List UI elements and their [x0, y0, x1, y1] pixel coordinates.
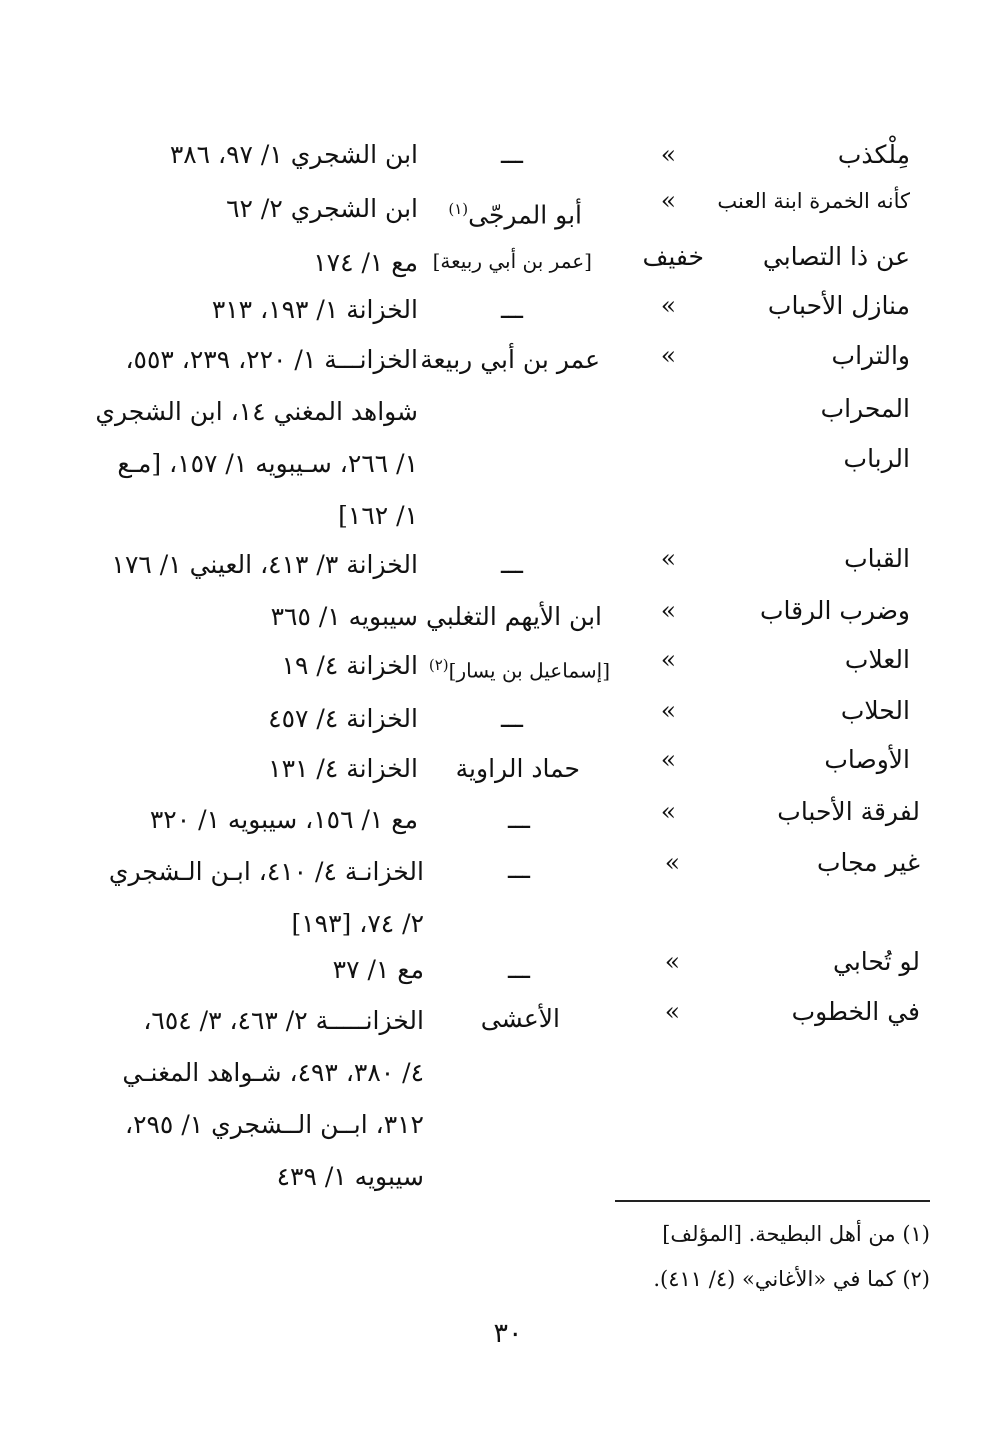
source-cell: مع ١/ ١٧٤ [313, 248, 418, 277]
source-cell [95, 334, 418, 542]
source-cell: مع ١/ ٣٧ [332, 955, 424, 984]
footnote: (٢) كما في «الأغاني» (٤/ ٤١١). [653, 1267, 930, 1291]
meter-cell: » [660, 544, 676, 573]
poet-cell: ـــ [501, 140, 523, 169]
meter-cell: » [660, 797, 676, 826]
meter-cell: » [660, 596, 676, 625]
rhyme-cell: لفرقة الأحباب [777, 797, 920, 826]
footnote-ref: (١) [448, 200, 469, 218]
source-cell: ابن الشجري ١/ ٩٧، ٣٨٦ [169, 140, 418, 169]
meter-cell: » [660, 341, 676, 370]
page-number: ٣٠ [493, 1318, 523, 1349]
meter-cell: » [660, 186, 676, 215]
poet-cell: ابن الأيهم التغلبي [426, 602, 602, 631]
footnote-ref: (٢) [428, 656, 449, 674]
poet-cell: ـــ [508, 855, 530, 884]
source-cell: الخزانة ٤/ ٤٥٧ [268, 704, 418, 733]
source-line: الخزانـة ٤/ ٤١٠، ابـن الـشجري [108, 857, 424, 886]
source-line: ١/ ١٦٢] [338, 501, 418, 530]
rhyme-cell: كأنه الخمرة ابنة العنب [717, 189, 910, 213]
source-cell: ابن الشجري ٢/ ٦٢ [226, 194, 418, 223]
rhyme-cell: الرباب [843, 444, 910, 473]
meter-cell: » [664, 848, 680, 877]
poet-cell: عمر بن أبي ربيعة [420, 345, 600, 374]
poet-name: أبو المرجّى [468, 200, 582, 230]
source-line: الخزانـــة ١/ ٢٢٠، ٢٣٩، ٥٥٣، [125, 345, 418, 374]
source-line: ١/ ٢٦٦، سـيبويه ١/ ١٥٧، [مـع [117, 449, 418, 478]
source-line: سيبويه ١/ ٤٣٩ [276, 1162, 424, 1191]
poet-cell: الأعشى [480, 1004, 560, 1033]
source-cell: الخزانة ٣/ ٤١٣، العيني ١/ ١٧٦ [111, 550, 418, 579]
rhyme-cell: القباب [844, 544, 910, 573]
meter-cell: خفيف [642, 242, 704, 271]
source-line: ٣١٢، ابــن الــشجري ١/ ٢٩٥، [125, 1110, 424, 1139]
poet-name: [إسماعيل بن يسار] [448, 658, 610, 683]
meter-cell: » [660, 140, 676, 169]
rhyme-cell: وضرب الرقاب [759, 596, 910, 625]
rhyme-cell: في الخطوب [791, 997, 920, 1026]
source-cell: مع ١/ ١٥٦، سيبويه ١/ ٣٢٠ [149, 805, 418, 834]
rhyme-cell: مِلْكذب [837, 140, 910, 169]
source-cell [122, 995, 424, 1203]
meter-cell: » [660, 745, 676, 774]
poet-cell: حماد الراوية [455, 754, 580, 783]
source-cell: الخزانة ١/ ١٩٣، ٣١٣ [211, 295, 418, 324]
meter-cell: » [664, 997, 680, 1026]
source-cell [109, 846, 424, 950]
footnote: (١) من أهل البطيحة. [المؤلف] [662, 1222, 930, 1246]
source-cell: الخزانة ٤/ ١٣١ [268, 754, 418, 783]
rhyme-cell: عن ذا التصابي [762, 242, 910, 271]
source-line: ٢/ ٧٤، [١٩٣] [291, 909, 424, 938]
rhyme-cell: والتراب [831, 341, 910, 370]
poet-cell: ـــ [501, 295, 523, 324]
poet-cell: ـــ [508, 805, 530, 834]
rhyme-cell: منازل الأحباب [767, 291, 910, 320]
rhyme-cell: لو تُحابي [833, 947, 920, 976]
poet-cell: ـــ [508, 955, 530, 984]
poet-cell [448, 195, 582, 229]
source-line: شواهد المغني ١٤، ابن الشجري [95, 397, 418, 426]
source-cell: الخزانة ٤/ ١٩ [281, 651, 418, 680]
source-line: ٤/ ٣٨٠، ٤٩٣، شـواهد المغنـي [122, 1058, 424, 1087]
rhyme-cell: الأوصاب [824, 745, 910, 774]
poet-cell: ـــ [501, 704, 523, 733]
meter-cell: » [664, 947, 680, 976]
poet-cell [429, 651, 610, 685]
rhyme-cell: غير مجاب [816, 848, 920, 877]
poet-cell: ـــ [501, 550, 523, 579]
footnote-divider [615, 1200, 930, 1202]
poet-cell: [عمر بن أبي ربيعة] [432, 249, 592, 273]
meter-cell: » [660, 645, 676, 674]
rhyme-cell: المحراب [820, 394, 910, 423]
rhyme-cell: العلاب [844, 645, 910, 674]
source-line: الخزانـــــة ٢/ ٤٦٣، ٣/ ٦٥٤، [143, 1006, 424, 1035]
meter-cell: » [660, 696, 676, 725]
meter-cell: » [660, 291, 676, 320]
source-cell: سيبويه ١/ ٣٦٥ [270, 602, 418, 631]
rhyme-cell: الحلاب [840, 696, 910, 725]
